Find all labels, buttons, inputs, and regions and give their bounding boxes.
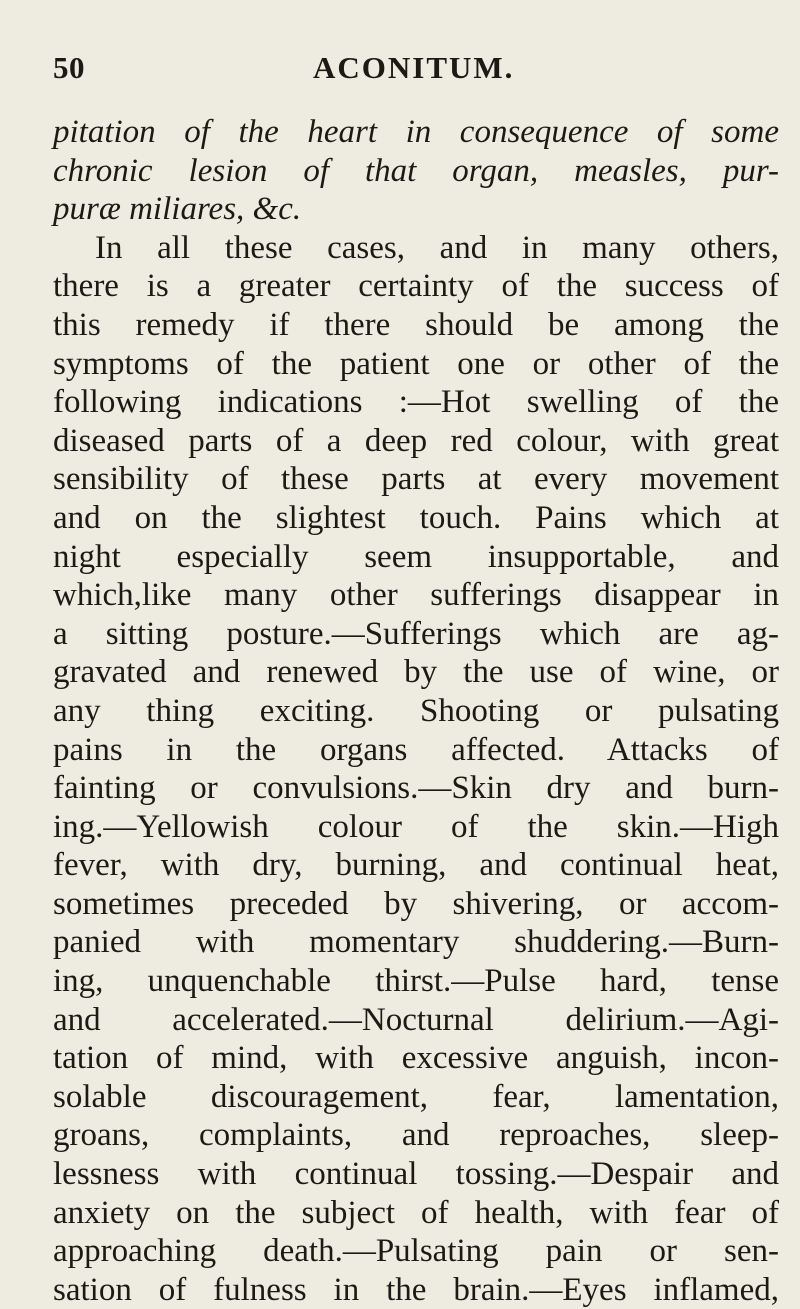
text-line: panied with momentary shuddering.—Burn- (53, 924, 779, 961)
text-line: lessness with continual tossing.—Despair and (53, 1156, 779, 1193)
text-line: chronic lesion of that organ, measles, pur- (53, 152, 779, 189)
text-line: symptoms of the patient one or other of the (53, 345, 779, 382)
text-line: fainting or convulsions.—Skin dry and burn- (53, 770, 779, 807)
page-number: 50 (53, 50, 85, 85)
text-line: fever, with dry, burning, and continual heat, (53, 847, 779, 884)
text-line: pitation of the heart in consequence of some (53, 114, 779, 150)
text-line: groans, complaints, and reproaches, sleep- (53, 1117, 779, 1154)
text-line: following indications :—Hot swelling of the (53, 384, 779, 421)
text-line: a sitting posture.—Sufferings which are ag- (53, 615, 779, 652)
text-line: pains in the organs affected. Attacks of (53, 731, 779, 768)
text-line: sation of fulness in the brain.—Eyes inflamed, (53, 1271, 779, 1308)
text-line: approaching death.—Pulsating pain or sen- (53, 1233, 779, 1270)
body-text (53, 113, 779, 1309)
text-line: there is a greater certainty of the success of (53, 268, 779, 305)
text-line: diseased parts of a deep red colour, with great (53, 422, 779, 459)
text-line: gravated and renewed by the use of wine, or (53, 654, 779, 691)
running-head (53, 50, 770, 90)
text-line: any thing exciting. Shooting or pulsating (53, 692, 779, 729)
text-line: anxiety on the subject of health, with fear of (53, 1194, 779, 1231)
text-line: ing.—Yellowish colour of the skin.—High (53, 808, 779, 845)
text-line: and accelerated.—Nocturnal delirium.—Agi- (53, 1001, 779, 1038)
text-line: and on the slightest touch. Pains which at (53, 499, 779, 536)
text-line: puræ miliares, &c. (53, 191, 302, 228)
text-line: solable discouragement, fear, lamentation, (53, 1078, 779, 1115)
text-line: this remedy if there should be among the (53, 306, 779, 343)
text-line: night especially seem insupportable, and (53, 538, 779, 575)
text-line: sometimes preceded by shivering, or accom- (53, 885, 779, 922)
text-line: tation of mind, with excessive anguish, incon- (53, 1040, 779, 1077)
text-line: sensibility of these parts at every movement (53, 461, 779, 498)
text-line: which,like many other sufferings disappear in (53, 577, 779, 614)
text-line: ing, unquenchable thirst.—Pulse hard, tense (53, 963, 779, 1000)
running-title: ACONITUM. (313, 50, 515, 85)
text-line: In all these cases, and in many others, (95, 229, 779, 266)
